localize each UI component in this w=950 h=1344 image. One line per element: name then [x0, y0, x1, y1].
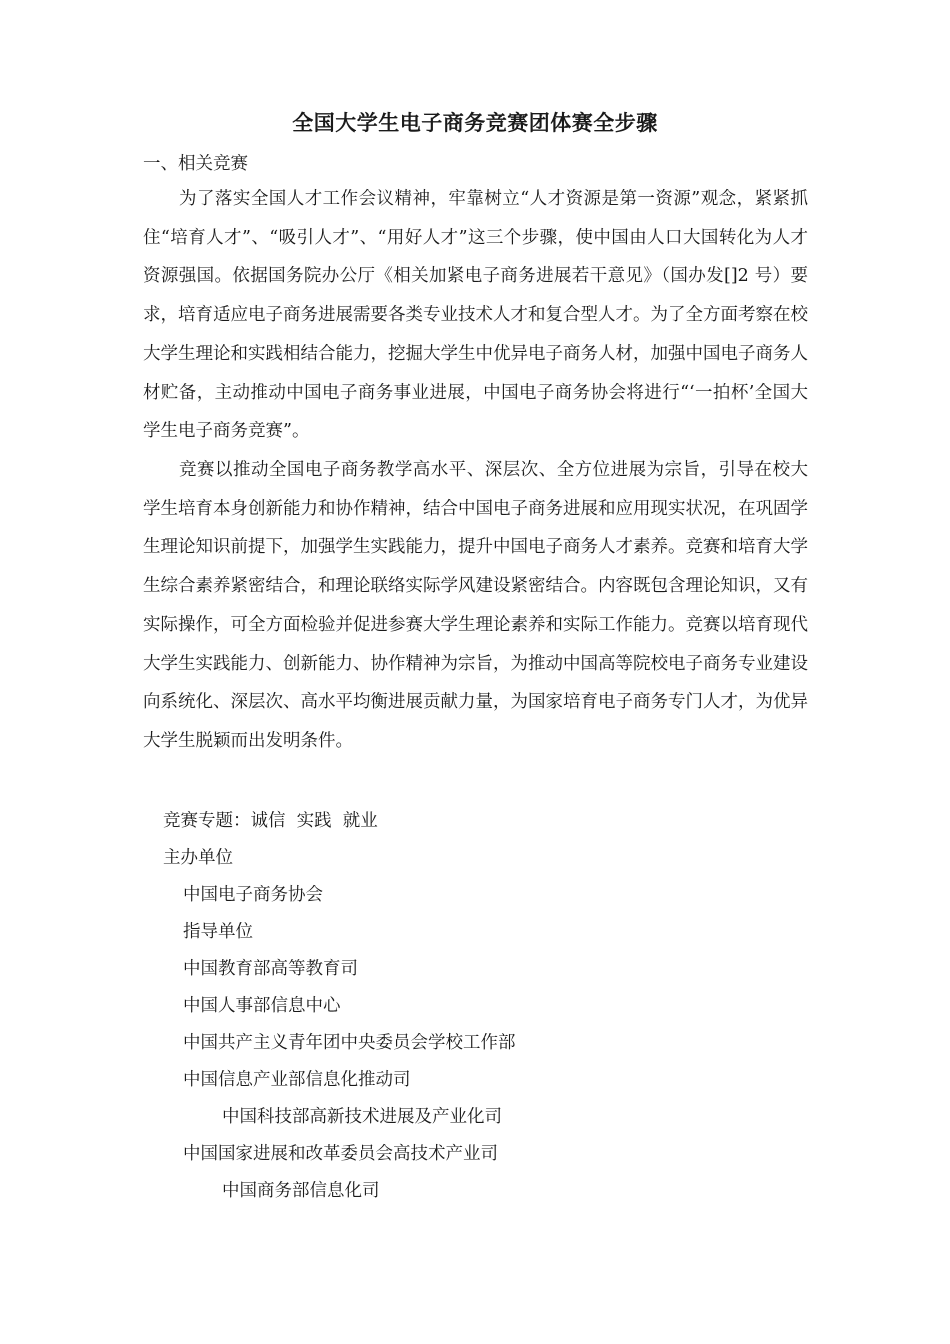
paragraph-purpose: 竞赛以推动全国电子商务教学高水平、深层次、全方位进展为宗旨，引导在校大学生培育本身创新能力和协作精神，结合中国电子商务进展和应用现实状况，在巩固学生理论知识前提下，加强学生实践能力，提升中国电子商务人才素养。竞赛和培育大学生综合素养紧密结合，和理论联络实际学风建设紧密结合。内容既包含理论知识，又有实际操作，可全方面检验并促进参赛大学生理论素养和实际工作能力。竞赛以培育现代大学生实践能力、创新能力、协作精神为宗旨，为推动中国高等院校电子商务专业建设向系统化、深层次、高水平均衡进展贡献力量，为国家培育电子商务专门人才，为优异大学生脱颖而出发明条件。	[143, 460, 808, 751]
section-heading: 一、相关竞赛	[143, 154, 248, 174]
guide-unit: 中国科技部高新技术进展及产业化司	[222, 1107, 502, 1127]
theme-line: 竞赛专题：诚信 实践 就业	[163, 811, 378, 831]
organizer-name: 中国电子商务协会	[183, 885, 323, 905]
organizer-label: 主办单位	[163, 848, 233, 868]
guide-unit: 中国信息产业部信息化推动司	[183, 1070, 411, 1090]
guide-unit: 中国教育部高等教育司	[183, 959, 358, 979]
guide-unit: 中国人事部信息中心	[183, 996, 341, 1016]
guide-unit: 中国国家进展和改革委员会高技术产业司	[183, 1144, 498, 1164]
document-title: 全国大学生电子商务竞赛团体赛全步骤	[292, 110, 658, 135]
guide-unit: 中国商务部信息化司	[222, 1181, 380, 1201]
guide-unit: 中国共产主义青年团中央委员会学校工作部	[183, 1033, 516, 1053]
guide-label: 指导单位	[183, 922, 253, 942]
paragraph-intro: 为了落实全国人才工作会议精神，牢靠树立“人才资源是第一资源”观念，紧紧抓住“培育人才”、“吸引人才”、“用好人才”这三个步骤，使中国由人口大国转化为人才资源强国。依据国务院办公厅《相关加紧电子商务进展若干意见》（国办发[]2 号）要求，培育适应电子商务进展需要各类专业技术人才和复合型人才。为了全方面考察在校大学生理论和实践相结合能力，挖掘大学生中优异电子商务人材，加强中国电子商务人材贮备，主动推动中国电子商务事业进展，中国电子商务协会将进行“‘一拍杯’全国大学生电子商务竞赛”。	[143, 189, 808, 442]
